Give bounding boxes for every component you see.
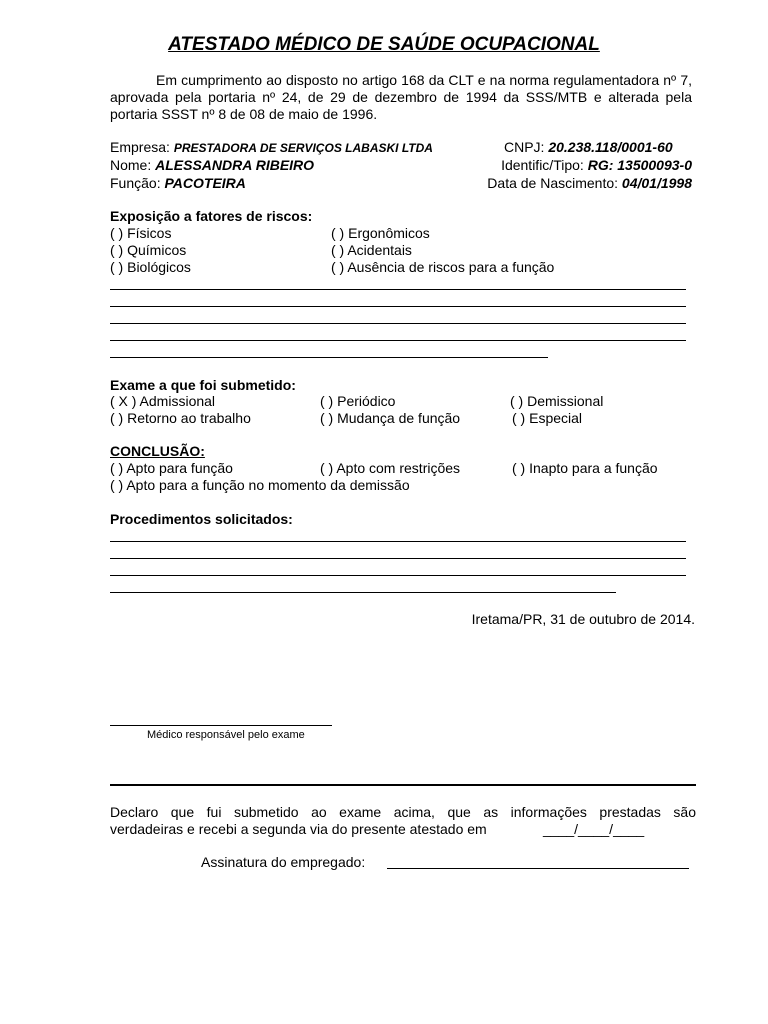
risco-ergonomicos[interactable]: ( ) Ergonômicos [331, 225, 430, 241]
nascimento-label: Data de Nascimento: [487, 175, 619, 191]
section-divider [110, 784, 696, 786]
procedimentos-heading: Procedimentos solicitados: [110, 511, 293, 527]
riscos-blank-line[interactable] [110, 357, 548, 358]
conclusao-apto[interactable]: ( ) Apto para função [110, 460, 233, 476]
exame-demissional[interactable]: ( ) Demissional [510, 393, 604, 409]
riscos-blank-line[interactable] [110, 340, 686, 341]
local-data: Iretama/PR, 31 de outubro de 2014. [471, 611, 695, 627]
assinatura-line[interactable] [387, 868, 689, 869]
conclusao-apto-demissao[interactable]: ( ) Apto para a função no momento da demissão [110, 477, 410, 493]
ident-row [501, 157, 692, 173]
empresa-row [110, 139, 433, 155]
nascimento-value: 04/01/1998 [621, 175, 692, 191]
procedimentos-blank-line[interactable] [110, 558, 686, 559]
ident-value: RG: 13500093-0 [587, 157, 692, 173]
riscos-heading: Exposição a fatores de riscos: [110, 208, 313, 224]
risco-fisicos[interactable]: ( ) Físicos [110, 225, 172, 241]
empresa-label: Empresa: [110, 139, 170, 155]
assinatura-label: Assinatura do empregado: [201, 854, 366, 870]
risco-ausencia[interactable]: ( ) Ausência de riscos para a função [331, 259, 555, 275]
procedimentos-blank-line[interactable] [110, 592, 616, 593]
document-title: ATESTADO MÉDICO DE SAÚDE OCUPACIONAL [168, 34, 600, 55]
medico-label: Médico responsável pelo exame [147, 729, 305, 741]
funcao-label: Função: [110, 175, 161, 191]
empresa-value: PRESTADORA DE SERVIÇOS LABASKI LTDA [173, 141, 433, 155]
conclusao-inapto[interactable]: ( ) Inapto para a função [512, 460, 658, 476]
riscos-blank-line[interactable] [110, 323, 686, 324]
ident-label: Identific/Tipo: [501, 157, 584, 173]
declaracao-line1: Declaro que fui submetido ao exame acima, que as informações prestadas são [110, 804, 696, 820]
exame-retorno[interactable]: ( ) Retorno ao trabalho [110, 410, 251, 426]
risco-acidentais[interactable]: ( ) Acidentais [331, 242, 412, 258]
nome-value: ALESSANDRA RIBEIRO [155, 157, 315, 173]
procedimentos-blank-line[interactable] [110, 541, 686, 542]
conclusao-apto-restricoes[interactable]: ( ) Apto com restrições [320, 460, 461, 476]
conclusao-heading: CONCLUSÃO: [110, 443, 205, 459]
procedimentos-blank-line[interactable] [110, 575, 686, 576]
nascimento-row [487, 175, 692, 191]
medico-signature-line[interactable] [110, 725, 332, 726]
cnpj-value: 20.238.118/0001-60 [548, 139, 673, 155]
intro-paragraph: Em cumprimento ao disposto no artigo 168 da CLT e na norma regulamentadora nº 7, aprovada pela portaria nº 24, de 29 de dezembro de 1994 da SSS/MTB e alterada pela portaria SSST nº 8 de 08 de maio de 1996. [110, 72, 692, 122]
nome-row [110, 157, 314, 173]
riscos-blank-line[interactable] [110, 306, 686, 307]
declaracao-date-blank[interactable]: ____/____/____ [543, 821, 645, 837]
riscos-blank-line[interactable] [110, 289, 686, 290]
risco-biologicos[interactable]: ( ) Biológicos [110, 259, 191, 275]
funcao-row [110, 175, 246, 191]
nome-label: Nome: [110, 157, 152, 173]
exame-periodico[interactable]: ( ) Periódico [320, 393, 396, 409]
exame-especial[interactable]: ( ) Especial [512, 410, 583, 426]
cnpj-label: CNPJ: [504, 139, 545, 155]
funcao-value: PACOTEIRA [164, 175, 246, 191]
declaracao-line2: verdadeiras e recebi a segunda via do presente atestado em [110, 821, 487, 837]
cnpj-row [504, 139, 673, 155]
exame-heading: Exame a que foi submetido: [110, 377, 296, 393]
exame-admissional[interactable]: ( X ) Admissional [110, 393, 216, 409]
exame-mudanca[interactable]: ( ) Mudança de função [320, 410, 461, 426]
risco-quimicos[interactable]: ( ) Químicos [110, 242, 187, 258]
